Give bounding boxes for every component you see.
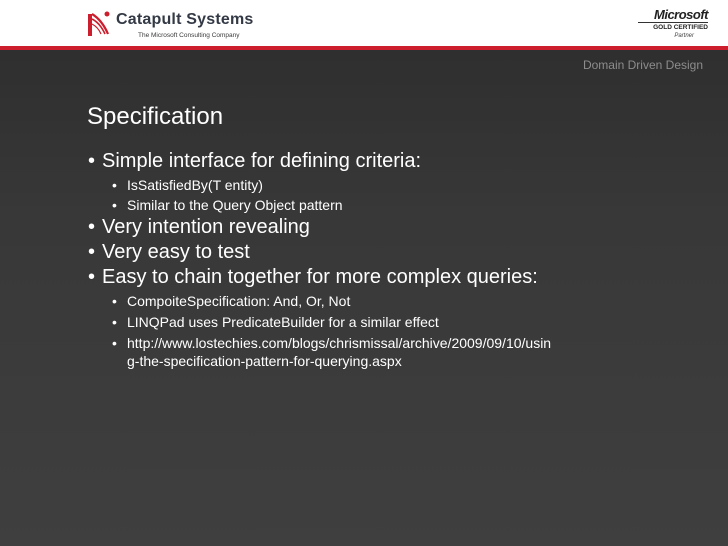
bullet-text: Simple interface for defining criteria: [102, 150, 422, 172]
bullet-text: Very intention revealing [102, 216, 310, 238]
slide-title: Specification [87, 103, 224, 130]
sub-bullet-text: LINQPad uses PredicateBuilder for a similar effect [127, 314, 439, 330]
bullet-text: Easy to chain together for more complex queries: [102, 266, 538, 288]
bullet-icon: • [88, 266, 96, 288]
microsoft-partner-logo [638, 8, 708, 42]
partner-level: GOLD CERTIFIED [653, 24, 708, 31]
bullet-icon: • [112, 314, 117, 330]
company-name: Catapult Systems [116, 11, 254, 28]
header-band [0, 0, 728, 46]
bullet-item [88, 240, 250, 264]
bullet-icon: • [88, 241, 96, 263]
catapult-mark-icon [86, 10, 110, 38]
bullet-icon: • [112, 177, 117, 193]
bullet-text: Very easy to test [102, 241, 250, 263]
bullet-item [88, 265, 538, 289]
sub-bullet-text: IsSatisfiedBy(T entity) [127, 177, 263, 193]
sub-bullet-item [112, 313, 439, 331]
sub-bullet-item [112, 176, 263, 194]
sub-bullet-text: Similar to the Query Object pattern [127, 197, 343, 213]
bullet-item [88, 215, 310, 239]
header-accent-rule [0, 46, 728, 50]
partner-label: Partner [674, 33, 694, 39]
catapult-logo [86, 8, 254, 42]
deck-title: Domain Driven Design [582, 58, 703, 72]
partner-brand: Microsoft [654, 7, 708, 22]
url-line-2: g-the-specification-pattern-for-querying.aspx [127, 353, 402, 369]
sub-bullet-item [112, 196, 343, 214]
company-tagline: The Microsoft Consulting Company [138, 32, 240, 39]
bullet-icon: • [112, 197, 117, 213]
bullet-item [88, 149, 421, 173]
bullet-icon: • [112, 335, 117, 351]
bullet-icon: • [88, 150, 96, 172]
url-line-1: http://www.lostechies.com/blogs/chrismissal/archive/2009/09/10/usin [127, 335, 552, 351]
sub-bullet-item-url [112, 334, 551, 370]
bullet-icon: • [112, 293, 117, 309]
sub-bullet-text: CompoiteSpecification: And, Or, Not [127, 293, 351, 309]
sub-bullet-item [112, 292, 350, 310]
bullet-icon: • [88, 216, 96, 238]
